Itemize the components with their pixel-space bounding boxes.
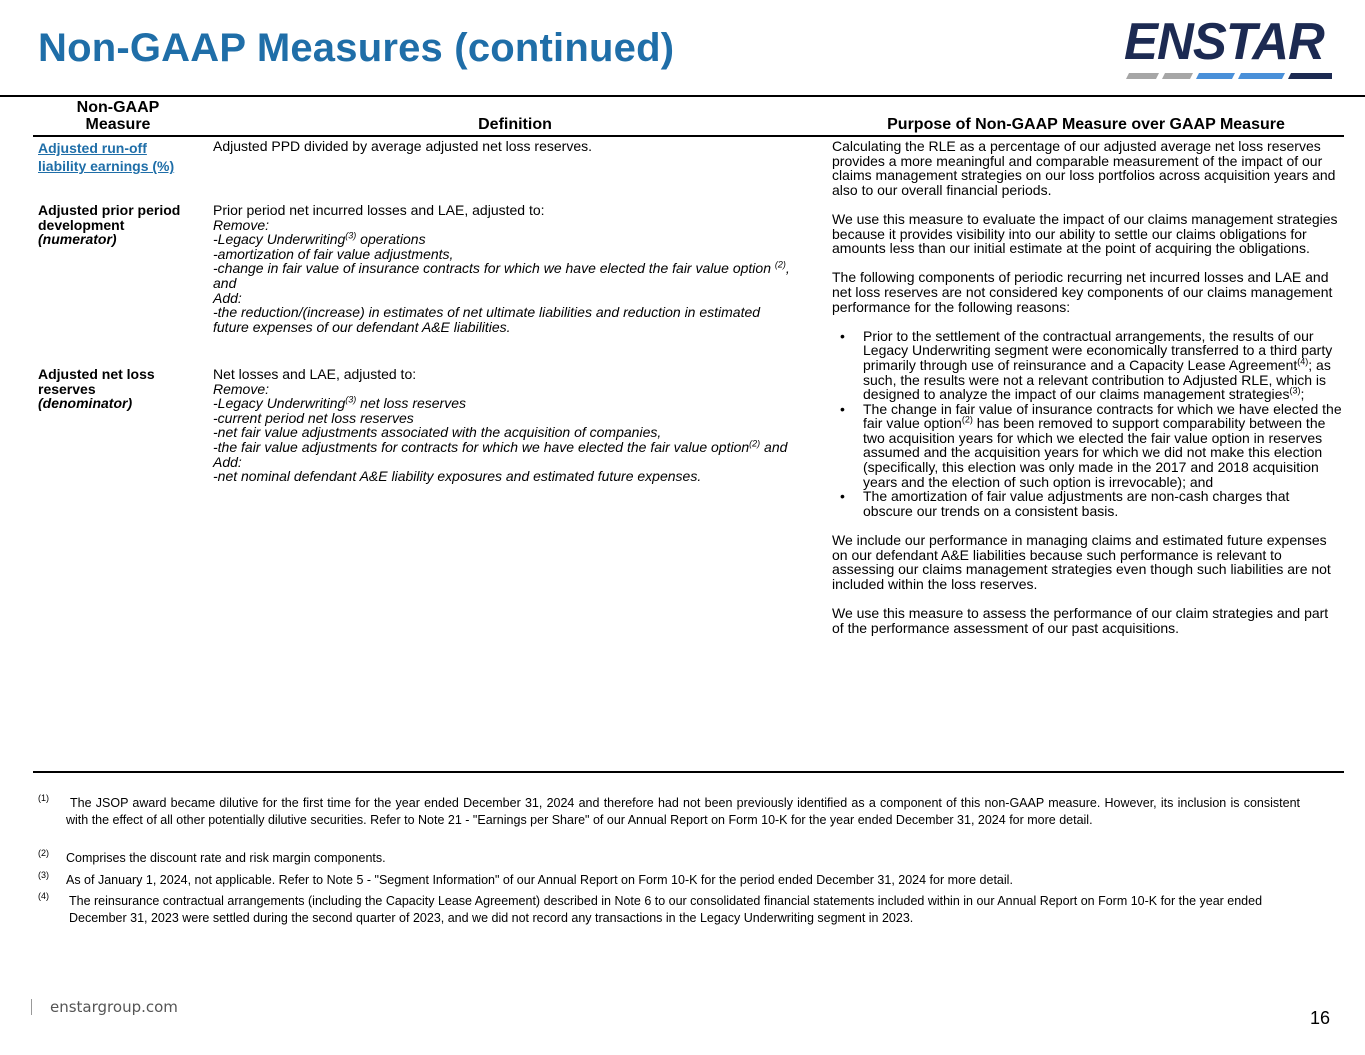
nlr-intro: Net losses and LAE, adjusted to: <box>213 366 417 382</box>
logo-wordmark: ENSTAR <box>1124 13 1324 71</box>
footnote-2 <box>38 850 1300 867</box>
footer-website[interactable]: enstargroup.com <box>50 998 178 1016</box>
measure-nlr-label: Adjusted net loss reserves <box>38 366 155 397</box>
header-purpose: Purpose of Non-GAAP Measure over GAAP Measure <box>887 116 1285 133</box>
ppd-line-5: -the reduction/(increase) in estimates of net ultimate liabilities and reduction in estimated future expenses of our defendant A&E liabilities. <box>213 304 761 335</box>
purpose-p5: We use this measure to assess the performance of our claim strategies and part of the performance assessment of our past acquisitions. <box>832 605 1329 636</box>
nlr-line-5: -net nominal defendant A&E liability exposures and estimated future expenses. <box>213 468 702 485</box>
purpose-p2: We use this measure to evaluate the impact of our claims management strategies because it provides visibility into our ability to settle our claims obligations for amounts less than our initial estimate at the point of acquiring the obligations. <box>832 210 1338 257</box>
logo-stripes <box>1126 73 1332 79</box>
purpose-p1: Calculating the RLE as a percentage of our adjusted average net loss reserves provides a more meaningful and comparable measurement of the impact of our claims management strategies on our loss portfolios across acquisition years and also to our overall financial periods. <box>832 138 1336 198</box>
footnote-3-text: As of January 1, 2024, not applicable. Refer to Note 5 - "Segment Information" of our Annual Report on Form 10-K for the period ended December 31, 2024 for more detail. <box>66 873 1013 887</box>
footnote-1-text: The JSOP award became dilutive for the first time for the year ended December 31, 2024 and therefore had not been previously identified as a component of this non-GAAP measure. However, its inclusion is consistent with the effect of all other potentially dilutive securities. Refer to Note 21 - "Earnings per Share" of our Annual Report on Form 10-K for the year ended December 31, 2024 for more detail. <box>66 796 1300 827</box>
header-measure: Non-GAAP Measure <box>76 99 160 133</box>
ppd-line-1: -Legacy Underwriting$^{(3)}$ operations <box>213 230 426 248</box>
definition-ppd <box>213 203 823 334</box>
ppd-line-4: and <box>213 274 237 291</box>
definition-nlr <box>213 367 823 484</box>
nlr-line-1: -Legacy Underwriting$^{(3)}$ net loss reserves <box>213 394 467 412</box>
purpose-p3: The following components of periodic recurring net incurred losses and LAE and net loss reserves are not considered key components of our claims management performance for the following reasons: <box>832 269 1333 315</box>
footnote-4 <box>38 893 1300 927</box>
footnote-4-num: (4) <box>38 891 49 901</box>
footnote-2-num: (2) <box>38 848 49 858</box>
enstar-logo <box>1122 13 1336 84</box>
purpose-bullet-3: • The amortization of fair value adjustments are non-cash charges that obscure our trends on a consistent basis. <box>840 488 1290 519</box>
title-divider <box>0 95 1365 97</box>
nlr-remove: Remove: <box>213 380 270 397</box>
measure-nlr-note: (denominator) <box>38 395 133 412</box>
measure-rle <box>38 139 198 175</box>
definition-rle: Adjusted PPD divided by average adjusted net loss reserves. <box>213 138 592 154</box>
purpose-p4: We include our performance in managing claims and estimated future expenses on our defendant A&E liabilities because such performance is relevant to assessing our claims management strategies even though such liabilities are not included within the loss reserves. <box>832 532 1331 592</box>
header-divider <box>33 135 1344 137</box>
ppd-line-3: -change in fair value of insurance contracts for which we have elected the fair value option $^{(2)}$, <box>213 259 790 277</box>
ppd-remove: Remove: <box>213 216 270 233</box>
measure-ppd <box>38 203 203 247</box>
page-title: Non-GAAP Measures (continued) <box>38 26 675 70</box>
measure-nlr <box>38 367 203 411</box>
page-number: 16 <box>1310 1008 1331 1028</box>
purpose-bullet-2: • The change in fair value of insurance contracts for which we have elected the fair value option$^{(2)}$ has been removed to support comparability between the two acquisition years for which we elected the fair value option in reserves assumed and the acquisition years for which we did not make this election (specifically, this election was only made in the 2017 and 2018 acquisition years and the election of such option is irrevocable); and <box>840 400 1342 490</box>
ppd-intro: Prior period net incurred losses and LAE, adjusted to: <box>213 202 545 218</box>
ppd-add: Add: <box>213 289 242 306</box>
purpose-bullet-1: • Prior to the settlement of the contractual arrangements, the results of our Legacy Underwriting segment were economically transferred to a third party primarily through use of reinsurance and a Capacity Lease Agreement$^{(4)}$; as such, the results were not a relevant contribution to Adjusted RLE, which is designed to analyze the impact of our claims management strategies$^{(3)}$; <box>840 327 1333 403</box>
footnote-4-text: The reinsurance contractual arrangements (including the Capacity Lease Agreement) described in Note 6 to our consolidated financial statements included within in our Annual Report on Form 10-K for the year ended December 31, 2023 were settled during the second quarter of 2023, and we did not record any transactions in the Legacy Underwriting segment in 2023. <box>69 894 1263 925</box>
ppd-line-2: -amortization of fair value adjustments, <box>213 245 454 262</box>
measure-ppd-label: Adjusted prior period development <box>38 202 181 233</box>
footnote-3 <box>38 872 1300 889</box>
footnote-2-text: Comprises the discount rate and risk margin components. <box>66 851 386 865</box>
purpose-bullets <box>832 329 1342 519</box>
footnote-1-num: (1) <box>38 793 49 803</box>
rle-link[interactable]: Adjusted run-off liability earnings (%) <box>38 140 175 174</box>
measure-ppd-note: (numerator) <box>38 231 117 248</box>
footnote-3-num: (3) <box>38 870 49 880</box>
footnote-1 <box>38 795 1300 829</box>
footnote-divider <box>33 771 1344 773</box>
header-definition: Definition <box>478 116 552 133</box>
nlr-line-3: -net fair value adjustments associated with the acquisition of companies, <box>213 424 662 441</box>
footer-separator <box>31 999 32 1015</box>
purpose-column <box>832 139 1342 650</box>
nlr-line-4: -the fair value adjustments for contracts for which we have elected the fair value option$^{(2)}$ and <box>213 438 788 455</box>
nlr-line-2: -current period net loss reserves <box>213 409 414 426</box>
nlr-add: Add: <box>213 453 242 470</box>
